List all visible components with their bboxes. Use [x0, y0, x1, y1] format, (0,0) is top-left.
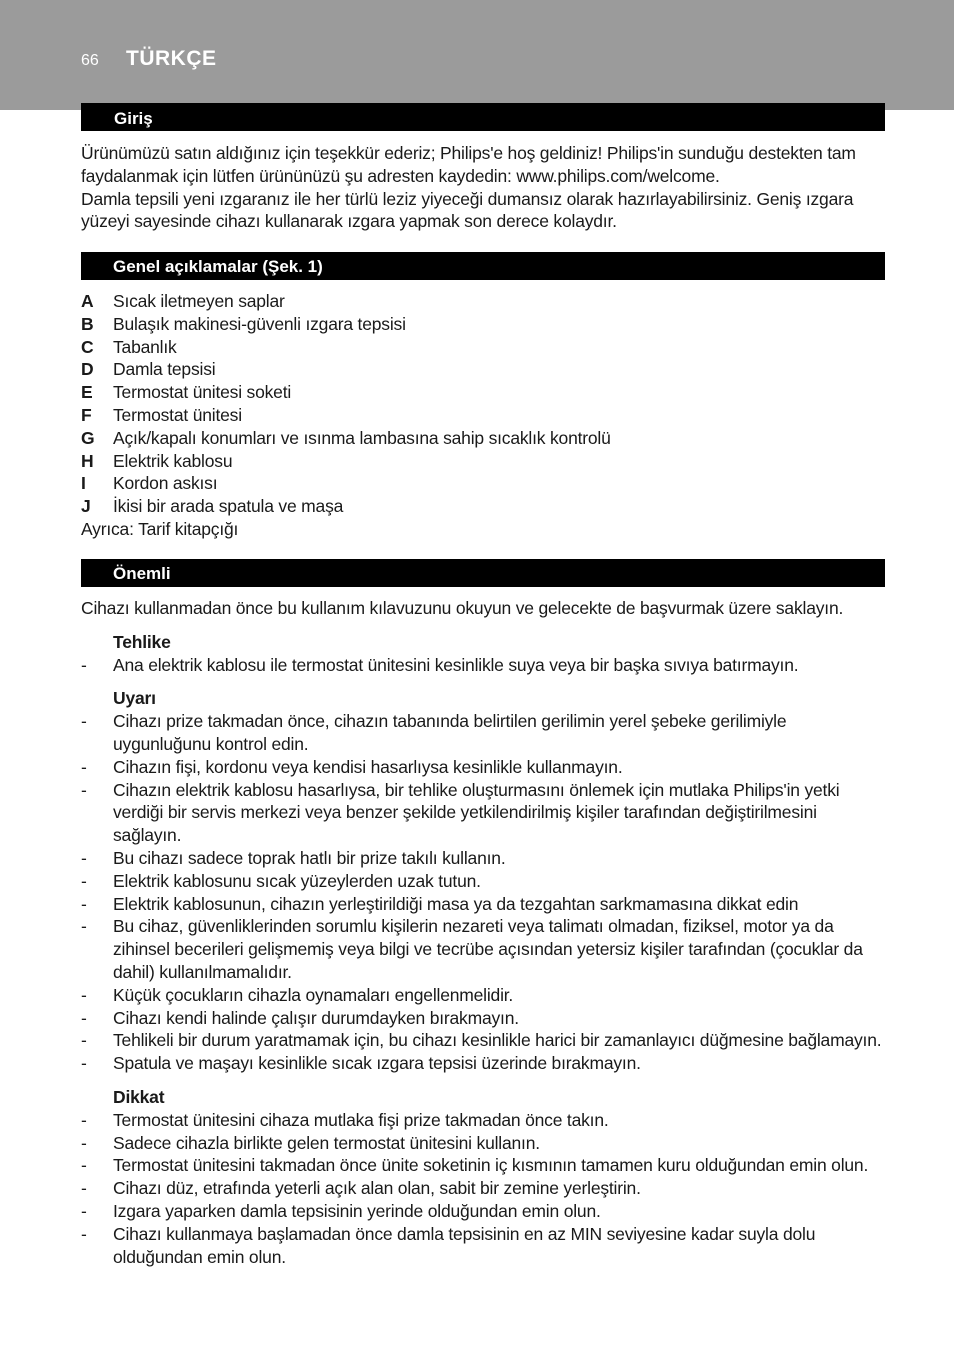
page-number: 66: [81, 52, 99, 69]
part-letter: B: [81, 313, 94, 334]
list-item: - Ana elektrik kablosu ile termostat ünitesini kesinlikle suya veya bir başka sıvıya batırmayın.: [81, 654, 799, 675]
intro-paragraph: Damla tepsili yeni ızgaranız ile her türlü leziz yiyeceği dumansız olarak hazırlayabilirsiniz. Geniş ızgara yüzeyi sayesinde cihazı kullanarak ızgara yapmak son derece kolaydır.: [81, 188, 854, 232]
part-letter: D: [81, 359, 94, 380]
intro-paragraph: Ürünümüzü satın aldığınız için teşekkür ederiz; Philips'e hoş geldiniz! Philips'in sunduğu destekten tam faydalanmak için lütfen ürününüzü şu adresten kaydedin: www.philips.com/welcome.: [81, 143, 856, 186]
warning-list: [81, 710, 887, 1075]
intro-text: [81, 142, 887, 233]
part-text: Bulaşık makinesi-güvenli ızgara tepsisi: [113, 313, 406, 334]
caution-list: [81, 1109, 887, 1269]
page-header: [0, 0, 954, 110]
part-item: [81, 358, 887, 381]
list-item: - Cihazı kullanmaya başlamadan önce damla tepsisinin en az MIN seviyesine kadar suyla dolu olduğundan emin olun.: [81, 1223, 816, 1267]
important-block: [81, 597, 887, 1268]
part-item: [81, 336, 887, 359]
part-letter: I: [81, 473, 86, 494]
list-item: - Cihazı prize takmadan önce, cihazın tabanında belirtilen gerilimin yerel şebeke gerilimiyle uygunluğunu kontrol edin.: [81, 711, 787, 754]
section-title-important: Önemli: [81, 559, 885, 587]
part-letter: G: [81, 427, 95, 448]
part-text: Açık/kapalı konumları ve ısınma lambasına sahip sıcaklık kontrolü: [113, 427, 611, 448]
part-item: [81, 290, 887, 313]
part-item: [81, 450, 887, 473]
part-text: Tabanlık: [113, 336, 177, 357]
list-item: - Spatula ve maşayı kesinlikle sıcak ızgara tepsisi üzerinde bırakmayın.: [81, 1053, 641, 1074]
part-letter: F: [81, 404, 92, 425]
list-item: - Küçük çocukların cihazla oynamaları engellenmelidir.: [81, 984, 514, 1005]
part-text: Damla tepsisi: [113, 359, 216, 380]
part-text: Elektrik kablosu: [113, 450, 233, 471]
section-title-intro: Giriş: [81, 103, 885, 131]
language-title: TÜRKÇE: [126, 47, 217, 70]
part-letter: C: [81, 336, 94, 357]
list-item: - Sadece cihazla birlikte gelen termostat ünitesini kullanın.: [81, 1132, 540, 1153]
list-item: - Bu cihazı sadece toprak hatlı bir prize takılı kullanın.: [81, 847, 506, 868]
part-letter: A: [81, 291, 94, 311]
part-letter: H: [81, 450, 94, 471]
list-item: - Bu cihaz, güvenliklerinden sorumlu kişilerin nezareti veya talimatı olmadan, fiziksel, motor ya da zihinsel becerileri gelişmemiş veya bilgi ve tecrübe açısından yetersiz kişiler tarafından (çocuklar da dahil) kullanılmamalıdır.: [81, 916, 863, 982]
caution-heading: Dikkat: [113, 1086, 165, 1107]
list-item: - Elektrik kablosunu sıcak yüzeylerden uzak tutun.: [81, 870, 481, 891]
list-item: - Cihazı düz, etrafında yeterli açık alan olan, sabit bir zemine yerleştirin.: [81, 1178, 641, 1199]
part-item: [81, 404, 887, 427]
part-text: Termostat ünitesi soketi: [113, 382, 292, 403]
section-title-general: Genel açıklamalar (Şek. 1): [81, 252, 885, 280]
list-item: - Cihazı kendi halinde çalışır durumdayken bırakmayın.: [81, 1007, 519, 1028]
part-text: Sıcak iletmeyen saplar: [113, 291, 285, 311]
part-text: İkisi bir arada spatula ve maşa: [113, 496, 344, 517]
part-letter: J: [81, 496, 91, 517]
list-item: - Termostat ünitesini cihaza mutlaka fişi prize takmadan önce takın.: [81, 1109, 609, 1130]
parts-list: [81, 290, 887, 518]
list-item: - Termostat ünitesini takmadan önce ünite soketinin iç kısmının tamamen kuru olduğundan emin olun.: [81, 1155, 869, 1176]
part-text: Kordon askısı: [113, 473, 218, 494]
part-text: Termostat ünitesi: [113, 404, 242, 425]
important-intro: Cihazı kullanmadan önce bu kullanım kılavuzunu okuyun ve gelecekte de başvurmak üzere saklayın.: [81, 598, 844, 618]
danger-heading: Tehlike: [113, 631, 171, 652]
list-item: - Izgara yaparken damla tepsisinin yerinde olduğundan emin olun.: [81, 1200, 601, 1221]
part-item: [81, 381, 887, 404]
part-letter: E: [81, 382, 93, 403]
parts-list-block: [81, 290, 887, 541]
danger-list: [81, 654, 887, 677]
part-item: [81, 472, 887, 495]
list-item: - Cihazın fişi, kordonu veya kendisi hasarlıysa kesinlikle kullanmayın.: [81, 756, 623, 777]
also-included: Ayrıca: Tarif kitapçığı: [81, 518, 239, 539]
list-item: - Tehlikeli bir durum yaratmamak için, bu cihazı kesinlikle harici bir zamanlayıcı düğmesine bağlamayın.: [81, 1030, 882, 1051]
part-item: [81, 427, 887, 450]
part-item: [81, 495, 887, 518]
warning-heading: Uyarı: [113, 688, 156, 709]
list-item: - Cihazın elektrik kablosu hasarlıysa, bir tehlike oluşturmasını önlemek için mutlaka Philips'in yetki verdiği bir servis merkezi veya benzer şekilde yetkilendirilmiş kişiler tarafından değiştirilmesini sağlayın.: [81, 779, 840, 846]
list-item: - Elektrik kablosunun, cihazın yerleştirildiği masa ya da tezgahtan sarkmamasına dikkat edin: [81, 893, 799, 914]
part-item: [81, 313, 887, 336]
